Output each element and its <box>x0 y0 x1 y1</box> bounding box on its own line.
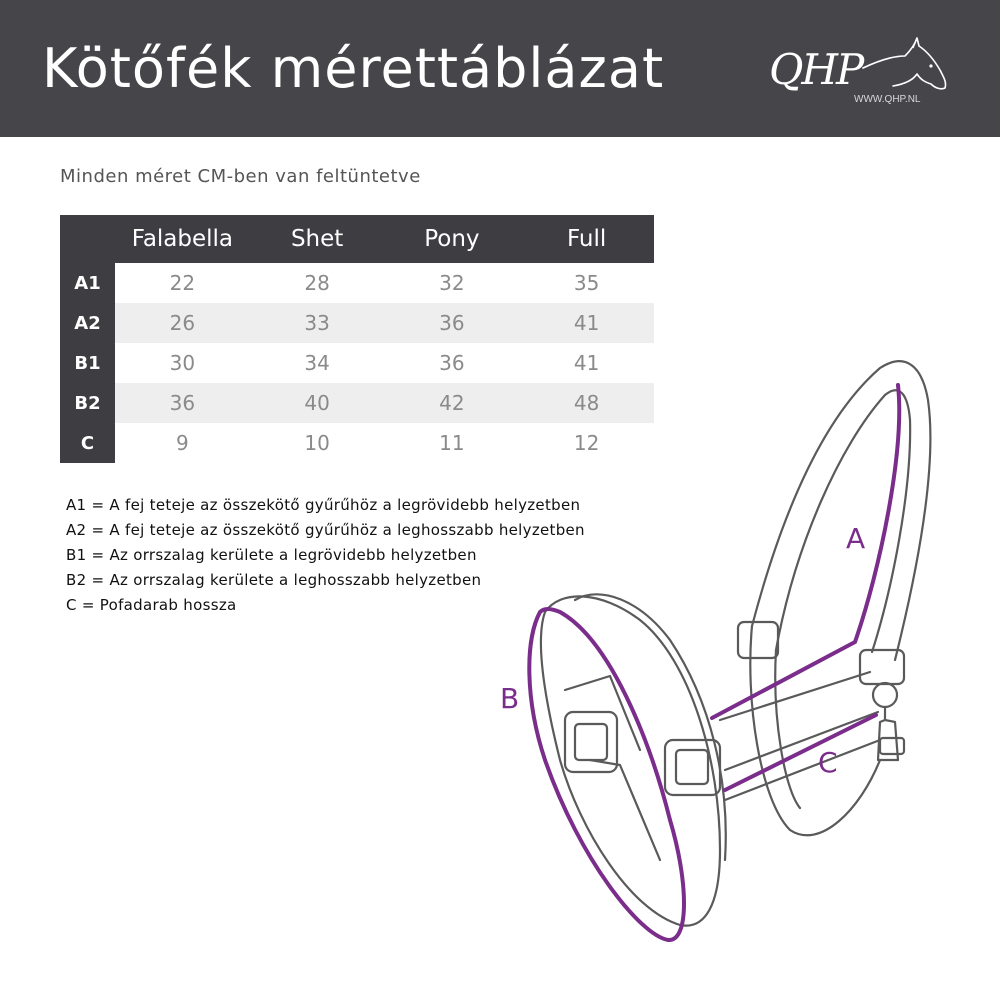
measurement-lines <box>529 385 899 940</box>
table-cell: 9 <box>176 431 189 455</box>
page-title: Kötőfék mérettáblázat <box>42 37 665 100</box>
table-header-row <box>60 215 654 263</box>
column-header: Shet <box>250 215 385 263</box>
legend-item: B2 = Az orrszalag kerülete a leghosszabb helyzetben <box>66 571 482 589</box>
table-cell: 11 <box>439 431 465 455</box>
table-cell: 35 <box>573 271 600 295</box>
header-bar <box>0 0 1000 137</box>
table-cell: 41 <box>519 303 654 343</box>
row-label: A2 <box>60 303 115 343</box>
halter-diagram <box>500 350 960 950</box>
table-cell: 42 <box>385 383 520 423</box>
measure-line-b <box>529 609 684 940</box>
table-cell: 12 <box>573 431 600 455</box>
label-b: B <box>500 682 520 715</box>
table-cell: 33 <box>250 303 385 343</box>
legend-item: C = Pofadarab hossza <box>66 596 237 614</box>
table-cell: 28 <box>304 271 330 295</box>
legend-item: A1 = A fej teteje az összekötő gyűrűhöz a legrövidebb helyzetben <box>66 496 581 514</box>
table-cell: 36 <box>439 351 465 375</box>
table-cell: 26 <box>115 303 250 343</box>
logo-wordmark: QHP <box>769 45 863 94</box>
table-cell: 30 <box>169 351 196 375</box>
label-a: A <box>846 522 866 555</box>
table-cell: 41 <box>573 351 600 375</box>
legend-item: B1 = Az orrszalag kerülete a legrövidebb helyzetben <box>66 546 477 564</box>
measure-line-a <box>712 385 899 718</box>
column-header: Falabella <box>115 215 250 263</box>
label-c: C <box>818 746 838 779</box>
table-cell: 36 <box>115 383 250 423</box>
units-note: Minden méret CM-ben van feltüntetve <box>60 166 421 187</box>
legend-item: A2 = A fej teteje az összekötő gyűrűhöz a leghosszabb helyzetben <box>66 521 585 539</box>
table-cell: 22 <box>169 271 196 295</box>
row-label: B1 <box>60 343 115 383</box>
measure-line-c <box>725 715 876 790</box>
logo-url: WWW.QHP.NL <box>854 94 921 105</box>
table-cell: 32 <box>439 271 465 295</box>
table-corner <box>60 215 115 263</box>
table-cell: 40 <box>250 383 385 423</box>
row-label: C <box>60 423 115 463</box>
table-cell: 10 <box>304 431 330 455</box>
row-label: B2 <box>60 383 115 423</box>
table-cell: 36 <box>385 303 520 343</box>
table-cell: 34 <box>304 351 330 375</box>
table-cell: 48 <box>519 383 654 423</box>
row-label: A1 <box>60 263 115 303</box>
table-row <box>60 303 654 343</box>
column-header: Pony <box>385 215 520 263</box>
qhp-logo <box>765 32 955 112</box>
halter-outline <box>541 361 930 925</box>
column-header: Full <box>519 215 654 263</box>
table-row <box>60 263 654 303</box>
